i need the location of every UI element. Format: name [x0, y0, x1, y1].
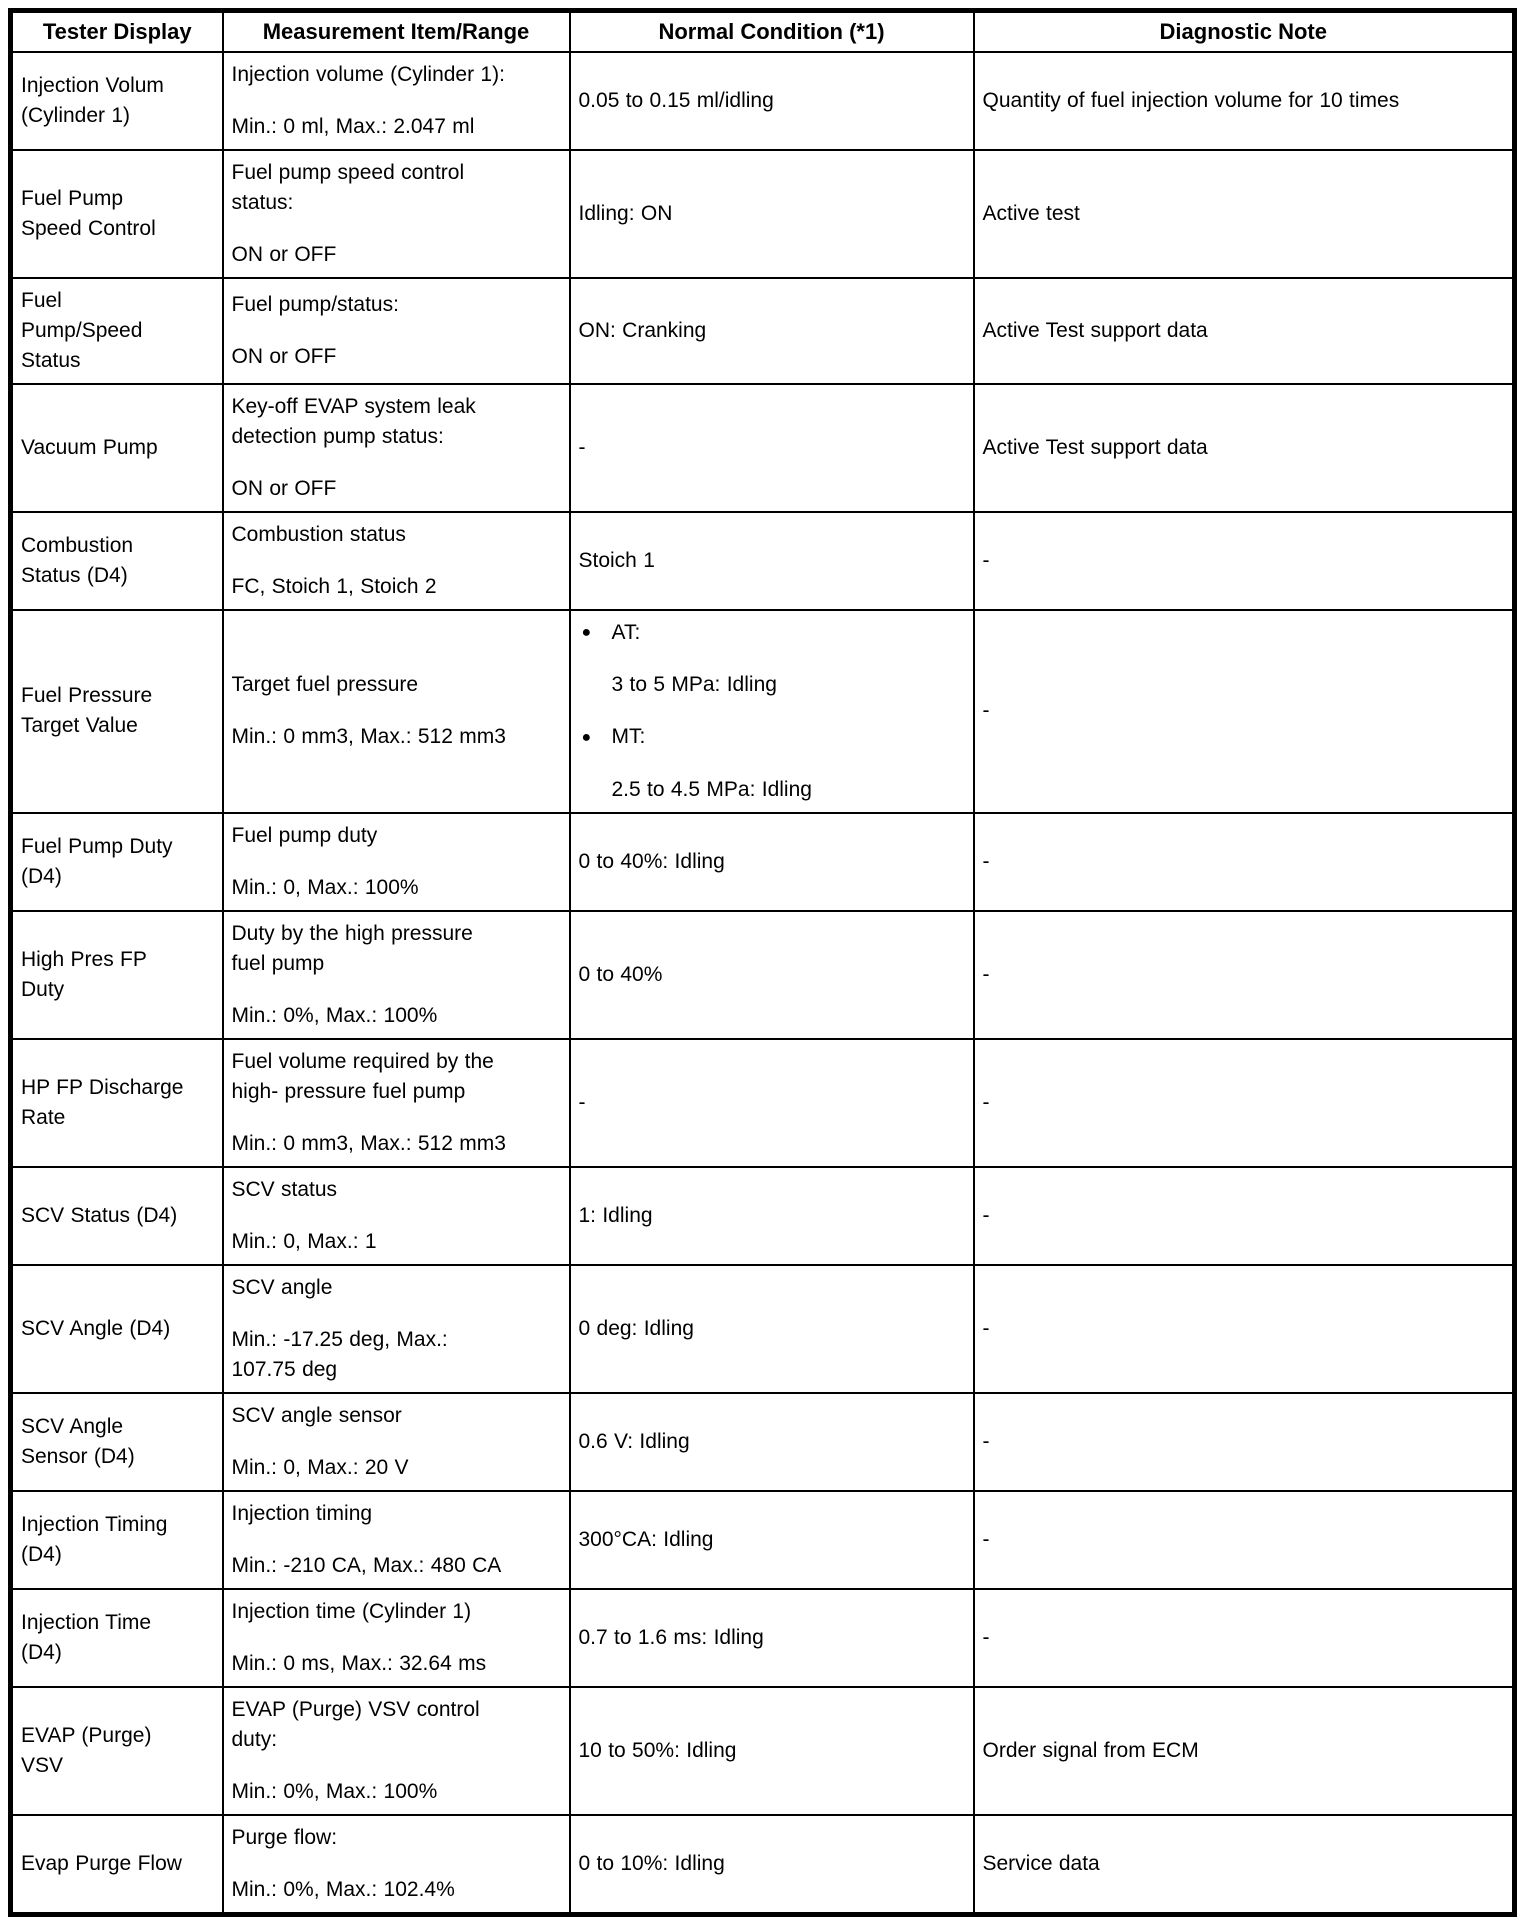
- measurement-item-cell: [223, 150, 570, 278]
- measurement-item-text: SCV angle sensor: [231, 1403, 402, 1427]
- bullet-icon: ●: [581, 624, 592, 642]
- diagnostic-note-cell: -: [974, 813, 1515, 911]
- header-row: [11, 11, 1515, 53]
- diagnostic-note-cell: Active test: [974, 150, 1515, 278]
- measurement-range-text: Min.: 0%, Max.: 100%: [231, 1779, 438, 1803]
- tester-display-cell: EVAP (Purge) VSV: [11, 1687, 223, 1815]
- normal-condition-cell: 0.05 to 0.15 ml/idling: [570, 52, 974, 150]
- diagnostic-note-cell: -: [974, 1265, 1515, 1393]
- diagnostic-note-cell: -: [974, 1393, 1515, 1491]
- measurement-range-text: ON or OFF: [231, 243, 337, 266]
- diagnostic-note-cell: Service data: [974, 1815, 1515, 1915]
- measurement-item-cell: [223, 1687, 570, 1815]
- measurement-range-text: Min.: 0%, Max.: 100%: [231, 1003, 438, 1027]
- measurement-range-text: Min.: 0%, Max.: 102.4%: [231, 1877, 455, 1901]
- measurement-range-text: FC, Stoich 1, Stoich 2: [231, 575, 437, 598]
- measurement-item-text: Injection volume (Cylinder 1):: [231, 63, 505, 86]
- measurement-range-text: Min.: 0, Max.: 1: [231, 1229, 377, 1253]
- diagnostic-note-cell: -: [974, 911, 1515, 1039]
- row-fuel-pump-duty: [11, 813, 1515, 911]
- normal-condition-cell: 0 to 40%: Idling: [570, 813, 974, 911]
- measurement-range-text: Min.: -17.25 deg, Max.: 107.75 deg: [231, 1327, 448, 1381]
- measurement-item-cell: [223, 911, 570, 1039]
- tester-display-cell: SCV Status (D4): [11, 1167, 223, 1265]
- diagnostic-note-cell: -: [974, 1167, 1515, 1265]
- tester-display-cell: HP FP Discharge Rate: [11, 1039, 223, 1167]
- normal-condition-cell: 0.6 V: Idling: [570, 1393, 974, 1491]
- normal-condition-cell: 1: Idling: [570, 1167, 974, 1265]
- bullet-label: AT:: [611, 621, 641, 644]
- diagnostic-note-cell: Quantity of fuel injection volume for 10 times: [974, 52, 1515, 150]
- row-injection-volum: [11, 52, 1515, 150]
- row-fuel-pump-speed-status: [11, 278, 1515, 384]
- measurement-item-cell: [223, 1265, 570, 1393]
- measurement-item-text: Fuel volume required by the high- pressure fuel pump: [231, 1049, 494, 1103]
- measurement-item-cell: [223, 384, 570, 512]
- header-tester-display: Tester Display: [11, 11, 223, 53]
- measurement-range-text: Min.: 0, Max.: 100%: [231, 875, 419, 899]
- measurement-range-text: Min.: 0 mm3, Max.: 512 mm3: [231, 725, 506, 749]
- measurement-item-text: SCV angle: [231, 1275, 333, 1299]
- measurement-item-cell: [223, 1589, 570, 1687]
- measurement-item-cell: [223, 1393, 570, 1491]
- normal-condition-cell: Idling: ON: [570, 150, 974, 278]
- header-diagnostic-note: Diagnostic Note: [974, 11, 1515, 53]
- tester-display-cell: Fuel Pump/Speed Status: [11, 278, 223, 384]
- measurement-item-text: Key-off EVAP system leak detection pump status:: [231, 395, 476, 448]
- measurement-item-text: Fuel pump speed control status:: [231, 161, 465, 214]
- measurement-item-cell: [223, 813, 570, 911]
- measurement-item-cell: [223, 1491, 570, 1589]
- row-hp-fp-discharge-rate: [11, 1039, 1515, 1167]
- measurement-item-cell: [223, 278, 570, 384]
- row-scv-status: [11, 1167, 1515, 1265]
- normal-condition-cell: 300°CA: Idling: [570, 1491, 974, 1589]
- diagnostic-note-cell: Active Test support data: [974, 278, 1515, 384]
- row-vacuum-pump: [11, 384, 1515, 512]
- diagnostic-note-cell: -: [974, 512, 1515, 610]
- measurement-item-text: SCV status: [231, 1177, 338, 1201]
- diagnostic-data-table: [8, 8, 1517, 1917]
- normal-condition-cell: 0.7 to 1.6 ms: Idling: [570, 1589, 974, 1687]
- bullet-item: [579, 618, 965, 648]
- tester-display-cell: High Pres FP Duty: [11, 911, 223, 1039]
- normal-condition-cell: Stoich 1: [570, 512, 974, 610]
- normal-condition-cell: -: [570, 1039, 974, 1167]
- header-normal-condition: Normal Condition (*1): [570, 11, 974, 53]
- diagnostic-note-cell: Active Test support data: [974, 384, 1515, 512]
- measurement-item-text: Purge flow:: [231, 1825, 338, 1849]
- tester-display-cell: SCV Angle Sensor (D4): [11, 1393, 223, 1491]
- measurement-range-text: Min.: 0, Max.: 20 V: [231, 1455, 409, 1479]
- measurement-item-text: Combustion status: [231, 523, 406, 546]
- normal-condition-cell: 10 to 50%: Idling: [570, 1687, 974, 1815]
- tester-display-cell: SCV Angle (D4): [11, 1265, 223, 1393]
- bullet-item: [579, 722, 965, 752]
- measurement-item-cell: [223, 610, 570, 813]
- normal-condition-cell: -: [570, 384, 974, 512]
- tester-display-cell: Fuel Pump Speed Control: [11, 150, 223, 278]
- measurement-item-text: Duty by the high pressure fuel pump: [231, 921, 473, 975]
- measurement-range-text: Min.: 0 ms, Max.: 32.64 ms: [231, 1651, 487, 1675]
- normal-condition-cell: 0 deg: Idling: [570, 1265, 974, 1393]
- measurement-item-text: Injection time (Cylinder 1): [231, 1599, 472, 1623]
- measurement-range-text: Min.: -210 CA, Max.: 480 CA: [231, 1553, 502, 1577]
- measurement-item-text: Fuel pump/status:: [231, 293, 399, 316]
- header-measurement-item-range: Measurement Item/Range: [223, 11, 570, 53]
- bullet-label: MT:: [611, 725, 646, 749]
- normal-condition-cell: ON: Cranking: [570, 278, 974, 384]
- measurement-item-cell: [223, 1039, 570, 1167]
- bullet-value: 3 to 5 MPa: Idling: [611, 673, 777, 697]
- row-evap-purge-flow: [11, 1815, 1515, 1915]
- tester-display-cell: Combustion Status (D4): [11, 512, 223, 610]
- tester-display-cell: Evap Purge Flow: [11, 1815, 223, 1915]
- diagnostic-note-cell: -: [974, 1039, 1515, 1167]
- measurement-item-cell: [223, 52, 570, 150]
- normal-condition-cell: [570, 610, 974, 813]
- tester-display-cell: Fuel Pressure Target Value: [11, 610, 223, 813]
- diagnostic-note-cell: Order signal from ECM: [974, 1687, 1515, 1815]
- measurement-item-cell: [223, 1815, 570, 1915]
- measurement-range-text: Min.: 0 mm3, Max.: 512 mm3: [231, 1131, 506, 1155]
- measurement-item-text: Target fuel pressure: [231, 673, 419, 697]
- measurement-item-cell: [223, 1167, 570, 1265]
- measurement-item-text: Injection timing: [231, 1501, 373, 1525]
- diagnostic-note-cell: -: [974, 1589, 1515, 1687]
- tester-display-cell: Fuel Pump Duty (D4): [11, 813, 223, 911]
- normal-condition-cell: 0 to 40%: [570, 911, 974, 1039]
- row-scv-angle-sensor: [11, 1393, 1515, 1491]
- row-fuel-pressure-target-value: [11, 610, 1515, 813]
- measurement-item-cell: [223, 512, 570, 610]
- tester-display-cell: Injection Time (D4): [11, 1589, 223, 1687]
- normal-condition-cell: 0 to 10%: Idling: [570, 1815, 974, 1915]
- tester-display-cell: Vacuum Pump: [11, 384, 223, 512]
- measurement-item-text: Fuel pump duty: [231, 823, 378, 847]
- row-injection-timing: [11, 1491, 1515, 1589]
- tester-display-cell: Injection Volum (Cylinder 1): [11, 52, 223, 150]
- diagnostic-note-cell: -: [974, 1491, 1515, 1589]
- bullet-icon: ●: [581, 728, 592, 746]
- row-scv-angle: [11, 1265, 1515, 1393]
- row-high-pres-fp-duty: [11, 911, 1515, 1039]
- measurement-range-text: ON or OFF: [231, 345, 337, 368]
- measurement-item-text: EVAP (Purge) VSV control duty:: [231, 1697, 480, 1751]
- row-fuel-pump-speed-control: [11, 150, 1515, 278]
- bullet-value: 2.5 to 4.5 MPa: Idling: [611, 777, 812, 801]
- tester-display-cell: Injection Timing (D4): [11, 1491, 223, 1589]
- diagnostic-note-cell: -: [974, 610, 1515, 813]
- measurement-range-text: Min.: 0 ml, Max.: 2.047 ml: [231, 115, 475, 138]
- measurement-range-text: ON or OFF: [231, 477, 337, 500]
- row-combustion-status: [11, 512, 1515, 610]
- row-injection-time: [11, 1589, 1515, 1687]
- row-evap-purge-vsv: [11, 1687, 1515, 1815]
